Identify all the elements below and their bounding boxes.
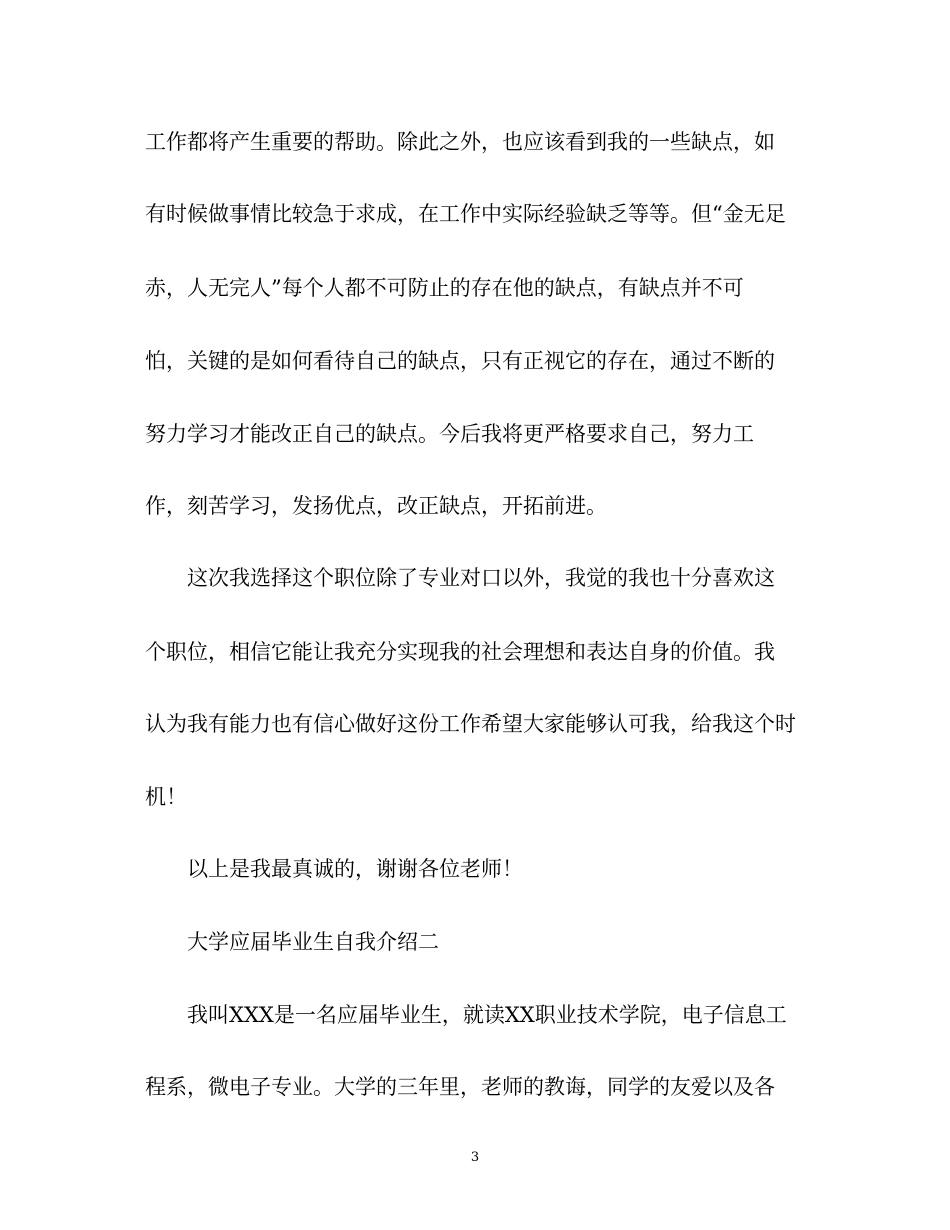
body-text-line: 工作都将产生重要的帮助。除此之外，也应该看到我的一些缺点，如 <box>145 130 775 154</box>
body-text-line: 有时候做事情比较急于求成，在工作中实际经验缺乏等等。但“金无足 <box>145 202 786 226</box>
section-heading: 大学应届毕业生自我介绍二 <box>187 930 439 954</box>
body-text-line: 机！ <box>145 785 187 809</box>
page-number: 3 <box>470 1150 480 1165</box>
body-text-line: 个职位，相信它能让我充分实现我的社会理想和表达自身的价值。我 <box>145 640 775 664</box>
body-text-line: 程系，微电子专业。大学的三年里，老师的教诲，同学的友爱以及各 <box>145 1075 775 1099</box>
paragraph-first-line: 以上是我最真诚的，谢谢各位老师！ <box>187 857 523 881</box>
body-text-line: 怕，关键的是如何看待自己的缺点，只有正视它的存在，通过不断的 <box>145 349 775 373</box>
paragraph-first-line: 我叫XXX是一名应届毕业生，就读XX职业技术学院，电子信息工 <box>187 1003 787 1027</box>
body-text-line: 努力学习才能改正自己的缺点。今后我将更严格要求自己，努力工 <box>145 422 754 446</box>
paragraph-first-line: 这次我选择这个职位除了专业对口以外，我觉的我也十分喜欢这 <box>187 566 775 590</box>
body-text-line: 赤，人无完人”每个人都不可防止的存在他的缺点，有缺点并不可 <box>145 276 744 300</box>
body-text-line: 作，刻苦学习，发扬优点，改正缺点，开拓前进。 <box>145 494 607 518</box>
body-text-line: 认为我有能力也有信心做好这份工作希望大家能够认可我，给我这个时 <box>145 712 796 736</box>
